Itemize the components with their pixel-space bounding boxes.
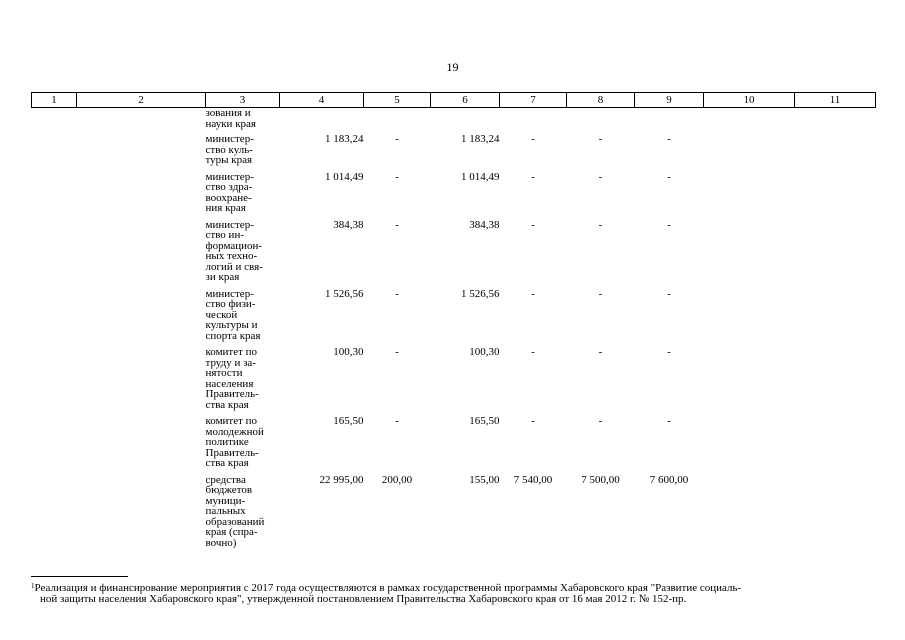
cell-col-9: - bbox=[667, 133, 671, 145]
cell-col-5: - bbox=[395, 287, 399, 300]
cell-col-7: 7 540,00 bbox=[513, 473, 553, 486]
cell-col-6: 1 526,56 bbox=[461, 287, 500, 300]
empty-cell bbox=[704, 108, 795, 130]
cell-col-4: 100,30 bbox=[333, 346, 364, 358]
column-header: 10 bbox=[704, 93, 795, 108]
cell-col-5: - bbox=[395, 133, 399, 145]
table-row bbox=[32, 129, 876, 166]
table-row bbox=[32, 410, 876, 469]
empty-cell bbox=[32, 410, 77, 469]
column-header: 6 bbox=[431, 93, 500, 108]
cell-col-9: - bbox=[667, 346, 671, 358]
cell-col-8: - bbox=[598, 346, 603, 358]
cell-col-7: - bbox=[531, 218, 535, 231]
row-label: министер- ство здра- воохране- ния края bbox=[205, 170, 254, 214]
cell-col-9: - bbox=[667, 218, 671, 231]
empty-cell bbox=[704, 166, 795, 214]
empty-cell bbox=[795, 108, 876, 130]
cell-col-4: 1 526,56 bbox=[325, 287, 364, 300]
cell-col-4: 384,38 bbox=[333, 218, 364, 231]
empty-cell bbox=[795, 283, 876, 342]
row-label: министер- ство физи- ческой культуры и спорта края bbox=[205, 287, 261, 342]
empty-cell bbox=[704, 129, 795, 166]
row-label: зования и науки края bbox=[205, 107, 256, 130]
row-label: комитет по молодежной политике Правитель- ства края bbox=[205, 415, 264, 469]
footnote-marker: 1 bbox=[31, 582, 35, 590]
empty-cell bbox=[32, 469, 77, 549]
cell-col-9: - bbox=[667, 170, 671, 183]
empty-cell bbox=[704, 214, 795, 283]
row-label: комитет по труду и за- нятости населения Правитель- ства края bbox=[205, 346, 259, 411]
page-number: 19 bbox=[446, 60, 459, 74]
cell-col-6: 155,00 bbox=[469, 473, 500, 486]
empty-cell bbox=[795, 214, 876, 283]
empty-cell bbox=[32, 108, 77, 130]
cell-col-8: - bbox=[598, 287, 603, 300]
empty-cell bbox=[704, 469, 795, 549]
cell-col-8: - bbox=[598, 170, 603, 183]
empty-cell bbox=[795, 341, 876, 410]
empty-cell bbox=[795, 469, 876, 549]
cell-col-8: - bbox=[598, 415, 603, 427]
table-row bbox=[32, 214, 876, 283]
empty-cell bbox=[77, 283, 206, 342]
column-header: 4 bbox=[280, 93, 364, 108]
cell-col-7: - bbox=[531, 415, 535, 427]
column-header: 7 bbox=[500, 93, 567, 108]
column-header: 3 bbox=[206, 93, 280, 108]
cell-col-5: - bbox=[395, 170, 399, 183]
column-header: 1 bbox=[32, 93, 77, 108]
footnote-divider bbox=[31, 576, 128, 577]
cell-col-9: 7 600,00 bbox=[649, 473, 689, 486]
column-header: 8 bbox=[567, 93, 635, 108]
cell-col-6: 1 014,49 bbox=[461, 170, 500, 183]
cell-col-5 bbox=[364, 108, 431, 130]
empty-cell bbox=[77, 410, 206, 469]
empty-cell bbox=[77, 166, 206, 214]
cell-col-6: 384,38 bbox=[469, 218, 500, 231]
column-header: 11 bbox=[795, 93, 876, 108]
cell-col-9: - bbox=[667, 415, 671, 427]
column-header: 5 bbox=[364, 93, 431, 108]
empty-cell bbox=[77, 214, 206, 283]
cell-col-4: 1 183,24 bbox=[325, 133, 364, 145]
table-body bbox=[32, 108, 876, 549]
empty-cell bbox=[32, 283, 77, 342]
empty-cell bbox=[704, 410, 795, 469]
footnote bbox=[31, 583, 875, 605]
cell-col-8: - bbox=[598, 133, 603, 145]
column-header: 9 bbox=[635, 93, 704, 108]
empty-cell bbox=[77, 129, 206, 166]
table-row bbox=[32, 341, 876, 410]
cell-col-5: - bbox=[395, 346, 399, 358]
empty-cell bbox=[77, 341, 206, 410]
empty-cell bbox=[795, 129, 876, 166]
cell-col-7: - bbox=[531, 287, 535, 300]
table-row bbox=[32, 283, 876, 342]
cell-col-6: 1 183,24 bbox=[461, 133, 500, 145]
column-header: 2 bbox=[77, 93, 206, 108]
cell-col-4: 1 014,49 bbox=[325, 170, 364, 183]
cell-col-4: 22 995,00 bbox=[319, 473, 364, 486]
empty-cell bbox=[77, 108, 206, 130]
row-label: министер- ство куль- туры края bbox=[205, 133, 254, 166]
footnote-line-1: Реализация и финансирование мероприятия с 2017 года осуществляются в рамках государственной программы Хабаровского края "Развитие социаль- bbox=[34, 582, 742, 594]
cell-col-6: 100,30 bbox=[469, 346, 500, 358]
footnote-line-2: ной защиты населения Хабаровского края", утвержденной постановлением Правительства Хабаровского края от 16 мая 2012 г. № 152-пр. bbox=[40, 593, 687, 605]
cell-col-9 bbox=[635, 108, 704, 130]
empty-cell bbox=[704, 283, 795, 342]
empty-cell bbox=[32, 166, 77, 214]
empty-cell bbox=[77, 469, 206, 549]
empty-cell bbox=[32, 129, 77, 166]
table-row bbox=[32, 166, 876, 214]
empty-cell bbox=[32, 341, 77, 410]
cell-col-6 bbox=[431, 108, 500, 130]
empty-cell bbox=[795, 166, 876, 214]
budget-table bbox=[31, 92, 876, 548]
cell-col-4 bbox=[280, 108, 364, 130]
row-label: министер- ство ин- формацион- ных техно- логий и свя- зи края bbox=[205, 218, 263, 283]
table-row bbox=[32, 108, 876, 130]
cell-col-5: 200,00 bbox=[381, 473, 413, 486]
cell-col-7 bbox=[500, 108, 567, 130]
empty-cell bbox=[32, 214, 77, 283]
empty-cell bbox=[704, 341, 795, 410]
cell-col-6: 165,50 bbox=[469, 415, 500, 427]
row-label: средства бюджетов муници- пальных образований края (спра- вочно) bbox=[205, 473, 265, 549]
cell-col-9: - bbox=[667, 287, 671, 300]
cell-col-8 bbox=[567, 108, 635, 130]
table-row bbox=[32, 469, 876, 549]
cell-col-8: 7 500,00 bbox=[581, 473, 620, 486]
cell-col-5: - bbox=[395, 415, 399, 427]
cell-col-7: - bbox=[531, 346, 535, 358]
cell-col-5: - bbox=[395, 218, 399, 231]
cell-col-7: - bbox=[531, 170, 535, 183]
cell-col-4: 165,50 bbox=[333, 415, 364, 427]
cell-col-8: - bbox=[598, 218, 603, 231]
header-row bbox=[32, 93, 876, 108]
cell-col-7: - bbox=[531, 133, 535, 145]
empty-cell bbox=[795, 410, 876, 469]
